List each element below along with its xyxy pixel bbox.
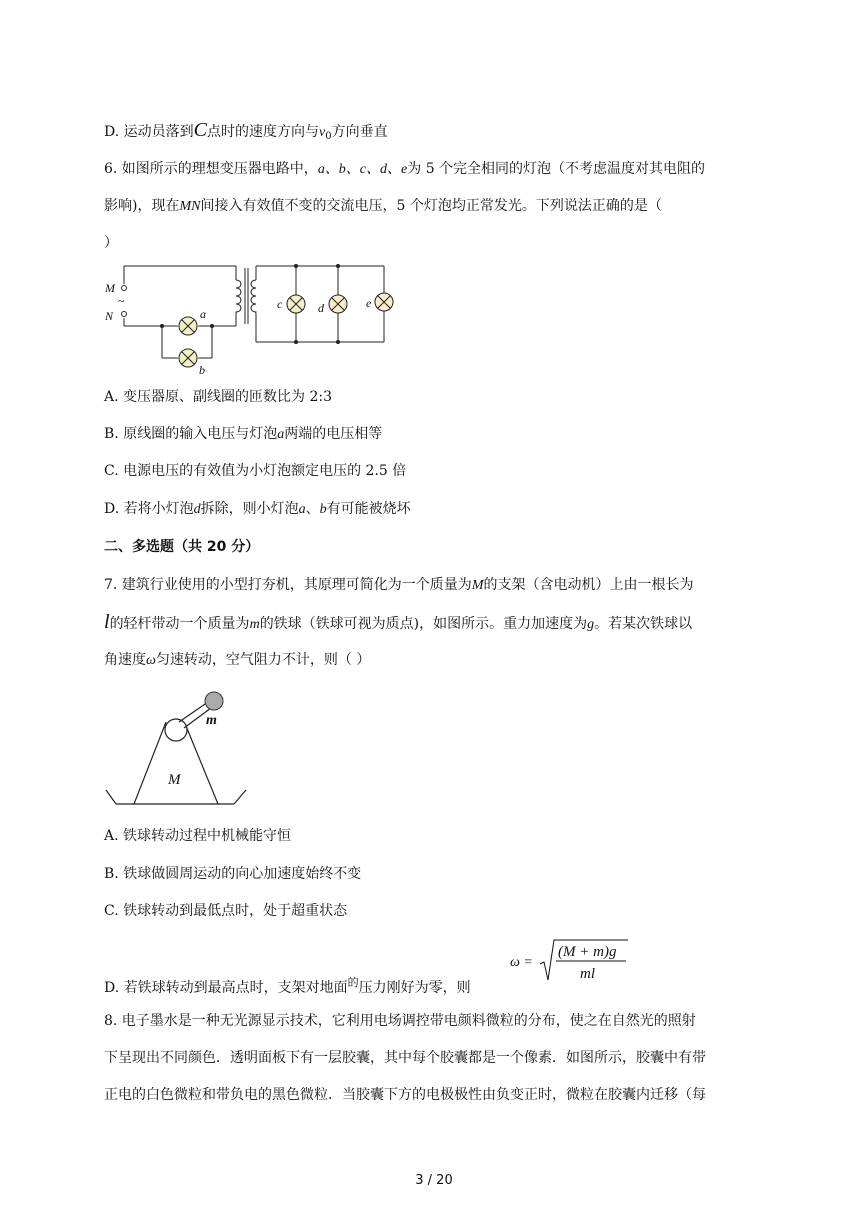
label-M-frame: M (168, 772, 181, 788)
q6-optd-d: 有可能被烧坏 (326, 501, 411, 517)
q7-stem2-a: 的轻杆带动一个质量为 (109, 616, 250, 632)
q7-option-c: C. 铁球转动到最低点时，处于超重状态 (104, 903, 348, 919)
q8-line-3: 正电的白色微粒和带负电的黑色微粒．当胶囊下方的电极极性由负变正时，微粒在胶囊内迁移（每 (104, 1087, 706, 1103)
lamp-e (375, 293, 393, 311)
transformer-circuit-figure (100, 258, 400, 382)
q6-optd-var1: d (193, 502, 201, 517)
formula-numerator: (M + m)g (558, 944, 617, 960)
lamp-c (287, 295, 305, 313)
tamper-machine-figure (100, 684, 260, 810)
label-a: a (200, 307, 206, 321)
q7-option-b: B. 铁球做圆周运动的向心加速度始终不变 (104, 866, 362, 882)
q6-option-d (104, 499, 411, 520)
q5-option-d (104, 120, 388, 147)
formula-denominator: ml (580, 966, 595, 982)
q6-stem1-vars: a、b、c、d、e (317, 162, 408, 177)
q7-stem-line-2 (104, 612, 692, 635)
iron-ball (205, 692, 223, 710)
q6-option-c: C. 电源电压的有效值为小灯泡额定电压的 2.5 倍 (104, 463, 407, 479)
q6-optb-b: 两端的电压相等 (284, 426, 383, 442)
lamp-b (179, 349, 197, 367)
q6-stem2-mn: MN (179, 199, 201, 214)
q5-optd-text-1: D. 运动员落到 (104, 124, 194, 140)
q7-option-d (104, 973, 471, 998)
q6-optd-a: D. 若将小灯泡 (104, 501, 194, 517)
q7-optd-de: 的 (347, 976, 359, 989)
q7-stem2-m: m (249, 617, 260, 632)
q5-optd-text-2: 点时的速度方向与 (206, 124, 319, 140)
q5-optd-v: v (318, 125, 326, 140)
q7-stem2-l: l (104, 611, 110, 633)
label-N: N (105, 309, 114, 323)
q6-stem-line-1 (104, 159, 705, 180)
q6-optd-var2: a (298, 502, 306, 517)
q7-stem-line-1 (104, 575, 693, 596)
q6-optb-a: B. 原线圈的输入电压与灯泡 (104, 426, 278, 442)
label-e: e (366, 296, 372, 310)
label-c: c (277, 297, 283, 311)
q6-optd-b: 拆除，则小灯泡 (200, 501, 299, 517)
omega-formula (510, 936, 630, 984)
q6-optb-var: a (277, 427, 285, 442)
q5-optd-text-3: 方向垂直 (331, 124, 388, 140)
q7-stem3-a: 角速度 (104, 652, 146, 668)
q7-optd-a: D. 若铁球转动到最高点时，支架对地面 (104, 980, 348, 996)
label-M: M (105, 281, 115, 295)
lamp-a (179, 317, 197, 335)
q7-stem2-c: 。若某次铁球以 (594, 616, 693, 632)
q5-optd-v-sub: 0 (325, 131, 332, 142)
q6-optd-c: 、 (305, 501, 320, 517)
q7-stem1-a: 7. 建筑行业使用的小型打夯机，其原理可简化为一个质量为 (104, 577, 472, 593)
q7-option-a: A. 铁球转动过程中机械能守恒 (104, 828, 292, 844)
q7-stem3-omega: ω (146, 653, 156, 668)
label-b: b (199, 363, 205, 377)
q7-stem3-b: 匀速转动，空气阻力不计，则（ ） (155, 652, 371, 668)
q6-optd-var3: b (319, 502, 327, 517)
q6-stem2-b: 间接入有效值不变的交流电压，5 个灯泡均正常发光。下列说法正确的是（ (200, 198, 662, 214)
q6-stem-line-3: ） (104, 235, 118, 251)
q6-stem2-a: 影响)，现在 (104, 198, 180, 214)
q7-stem1-b: 的支架（含电动机）上由一根长为 (483, 577, 694, 593)
q8-line-2: 下呈现出不同颜色．透明面板下有一层胶囊，其中每个胶囊都是一个像素．如图所示，胶囊中有带 (104, 1050, 706, 1066)
label-d: d (318, 301, 324, 315)
section-heading-multi-choice: 二、多选题（共 20 分） (104, 539, 260, 555)
q7-stem-line-3 (104, 650, 370, 671)
formula-lhs: ω = (510, 955, 533, 970)
q7-stem2-g: g (587, 617, 595, 632)
page-number: 3 / 20 (415, 1173, 453, 1188)
q6-option-b (104, 424, 382, 445)
label-tilde: ~ (118, 294, 125, 308)
q6-stem1-a: 6. 如图所示的理想变压器电路中， (104, 161, 318, 177)
q8-line-1: 8. 电子墨水是一种无光源显示技术，它利用电场调控带电颜料微粒的分布，使之在自然光的照射 (104, 1013, 696, 1029)
q7-stem2-b: 的铁球（铁球可视为质点)，如图所示。重力加速度为 (259, 616, 588, 632)
q6-stem1-b: 为 5 个完全相同的灯泡（不考虑温度对其电阻的 (407, 161, 706, 177)
q7-stem1-M: M (471, 578, 484, 593)
label-m: m (206, 713, 217, 728)
lamp-d (329, 295, 347, 313)
q6-stem-line-2 (104, 196, 662, 217)
q6-option-a: A. 变压器原、副线圈的匝数比为 2:3 (104, 389, 332, 405)
q7-optd-b: 压力刚好为零，则 (358, 980, 471, 996)
q5-optd-point-c: C (193, 119, 207, 141)
